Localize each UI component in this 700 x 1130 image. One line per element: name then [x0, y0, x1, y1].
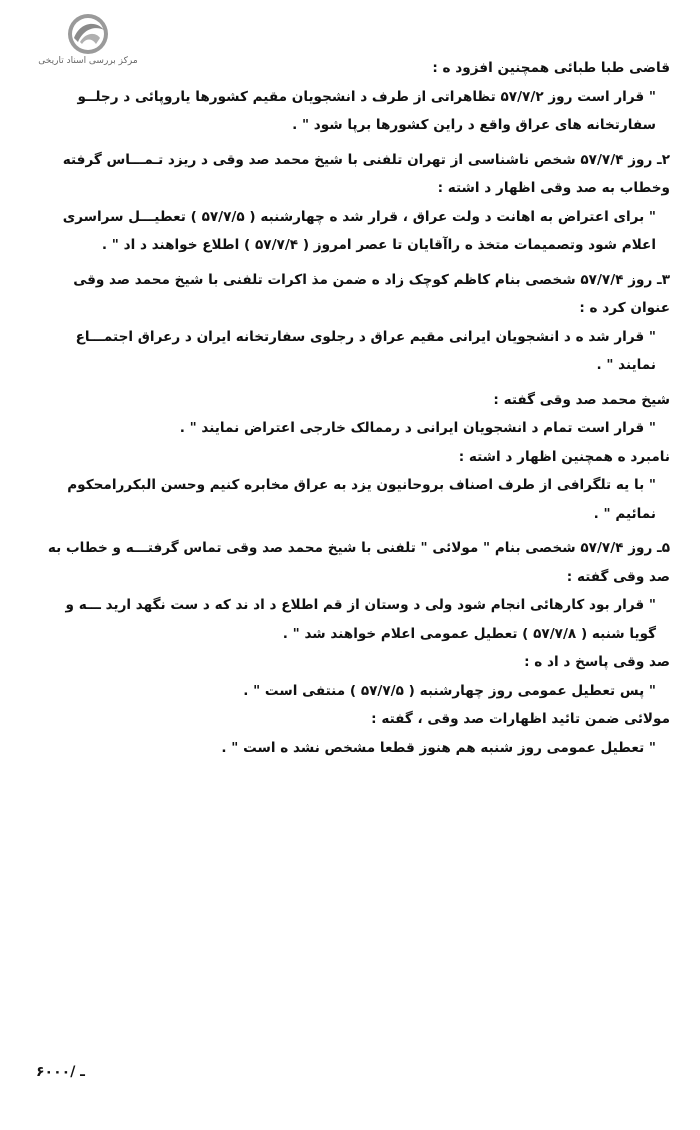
paragraph: " برای اعتراض به اهانت د ولت عراق ، قرار شد ه چهارشنبه ( ۵۷/۷/۵ ) تعطیـــل سراسری اعلام شود وتصمیمات متخذ ه راآقایان تا عصر امروز ( ۵۷/۷/۴ ) اطلاع خواهند د اد " . — [62, 208, 656, 253]
paragraph: ۵ـ روز ۵۷/۷/۴ شخصی بنام " مولائی " تلفنی با شیخ محمد صد وقی تماس گرفتـــه و خطاب به صد وقی گفته : — [47, 540, 670, 585]
paragraph: صد وقی پاسخ د اد ه : — [524, 654, 670, 670]
paragraph: مولائی ضمن تائید اظهارات صد وقی ، گفته : — [371, 711, 670, 727]
paragraph: ۳ـ روز ۵۷/۷/۴ شخصی بنام کاظم کوچک زاد ه ضمن مذ اکرات تلفنی با شیخ محمد صد وقی عنوان کرد ه : — [73, 271, 670, 316]
archive-circle-icon — [66, 12, 110, 56]
paragraph: شیخ محمد صد وقی گفته : — [493, 391, 670, 408]
paragraph: " تعطیل عمومی روز شنبه هم هنوز قطعا مشخص نشد ه است " . — [221, 739, 656, 756]
paragraph: ۲ـ روز ۵۷/۷/۴ شخص ناشناسی از تهران تلفنی با شیخ محمد صد وقی د ریزد تـمـــاس گرفته وخطاب به صد وقی اظهار د اشته : — [62, 151, 670, 196]
paragraph: " قرار شد ه د انشجویان ایرانی مقیم عراق د رجلوی سفارتخانه ایران د رعراق اجتمـــاع نمایند " . — [75, 328, 656, 373]
paragraph: نامبرد ه همچنین اظهار د اشته : — [458, 448, 670, 465]
paragraph: قاضی طبا طبائی همچنین افزود ه : — [432, 60, 670, 76]
document-body — [40, 54, 670, 762]
paragraph: " قرار بود کارهائی انجام شود ولی د وستان از قم اطلاع د اد ند که د ست نگهد ارید ـــه و گویا شنبه ( ۵۷/۷/۸ ) تعطیل عمومی اعلام خواهند شد " . — [65, 597, 656, 642]
paragraph: " پس تعطیل عمومی روز چهارشنبه ( ۵۷/۷/۵ ) منتفی است " . — [243, 682, 656, 699]
paragraph: " با یه تلگرافی از طرف اصناف بروحانیون یزد به عراق مخابره کنیم وحسن البکررامحکوم نمائیم " . — [67, 477, 656, 522]
paragraph: " قرار است روز ۵۷/۷/۲ تظاهراتی از طرف د انشجویان مقیم کشورها یاروپائی د رجلــو سفارتخانه های عراق واقع د راین کشورها برپا شود " . — [77, 88, 656, 133]
archive-logo-text: مرکز بررسی اسناد تاریخی — [38, 56, 138, 66]
page-number: ۶ـ /۰۰۰ — [36, 1064, 85, 1080]
paragraph: " قرار است تمام د انشجویان ایرانی د رممالک خارجی اعتراض نمایند " . — [179, 420, 656, 436]
